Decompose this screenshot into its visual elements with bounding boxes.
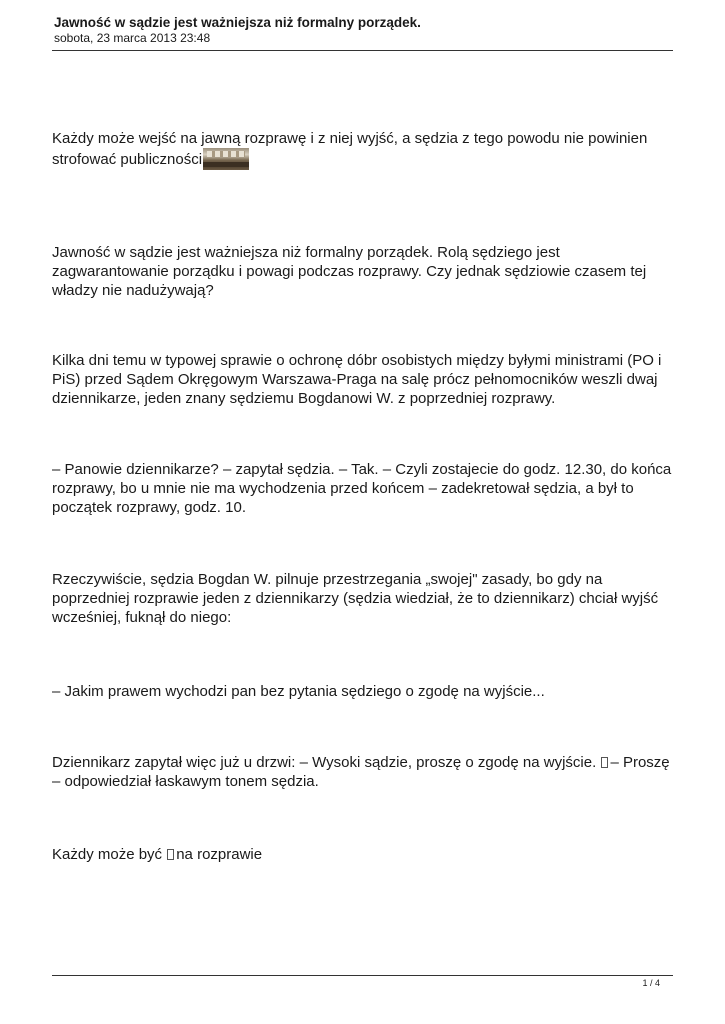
paragraph-7: [52, 753, 677, 791]
footer-divider: [52, 975, 673, 976]
page-number: 1 / 4: [642, 978, 660, 988]
paragraph-7-part-2: – Proszę – odpowiedział łaskawym tonem sędzia.: [52, 754, 670, 790]
paragraph-8-part-1: Każdy może być: [52, 846, 163, 863]
lead-text: Każdy może wejść na jawną rozprawę i z niej wyjść, a sędzia z tego powodu nie powinien strofować publiczności: [52, 130, 648, 168]
paragraph-2: Jawność w sądzie jest ważniejsza niż formalny porządek. Rolą sędziego jest zagwarantowanie porządku i powagi podczas rozprawy. Czy jednak sędziowie czasem tej władzy nie nadużywają?: [52, 244, 647, 299]
courtroom-thumbnail-image: [203, 148, 249, 170]
article-date: sobota, 23 marca 2013 23:48: [54, 31, 211, 45]
paragraph-3: Kilka dni temu w typowej sprawie o ochronę dóbr osobistych między byłymi ministrami (PO i PiS) przed Sądem Okręgowym Warszawa-Praga na salę prócz pełnomocników weszli dwaj dziennikarze, jeden znany sędziemu Bogdanowi W. z poprzedniej rozprawy.: [52, 352, 662, 407]
missing-glyph-icon: [601, 757, 608, 768]
missing-glyph-icon: [167, 849, 174, 860]
document-header: [54, 14, 674, 46]
article-title: Jawność w sądzie jest ważniejsza niż formalny porządek.: [54, 15, 421, 30]
paragraph-6: – Jakim prawem wychodzi pan bez pytania sędziego o zgodę na wyjście...: [52, 683, 545, 700]
paragraph-7-part-1: Dziennikarz zapytał więc już u drzwi: – Wysoki sądzie, proszę o zgodę na wyjście.: [52, 754, 597, 771]
paragraph-8-part-2: na rozprawie: [176, 846, 263, 863]
lead-paragraph: [52, 129, 677, 170]
paragraph-8: [52, 845, 677, 864]
header-divider: [52, 50, 673, 51]
paragraph-4: – Panowie dziennikarze? – zapytał sędzia. – Tak. – Czyli zostajecie do godz. 12.30, do końca rozprawy, bo u mnie nie ma wychodzenia przed końcem – zadekretował sędzia, a był to początek rozprawy, godz. 10.: [52, 461, 672, 516]
paragraph-5: Rzeczywiście, sędzia Bogdan W. pilnuje przestrzegania „swojej" zasady, bo gdy na poprzedniej rozprawie jeden z dziennikarzy (sędzia wiedział, że to dziennikarz) chciał wyjść wcześniej, fuknął do niego:: [52, 571, 659, 626]
